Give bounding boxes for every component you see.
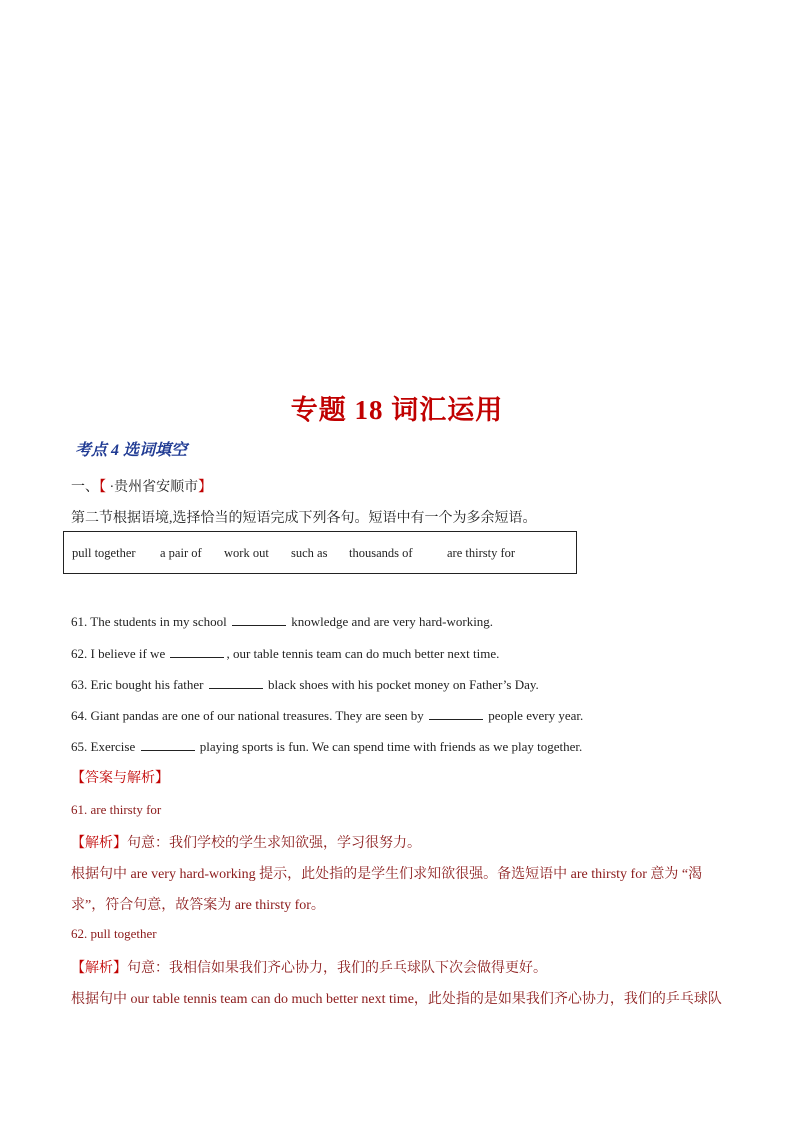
question-text: playing sports is fun. We can spend time with friends as we play together. xyxy=(199,739,583,754)
page-title: 专题 18 词汇运用 xyxy=(290,395,504,425)
answer-62: 62. pull together xyxy=(71,926,157,941)
phrase-item: are thirsty for xyxy=(447,546,516,560)
question-text: , our table tennis team can do much better next time. xyxy=(226,646,500,661)
question-64 xyxy=(71,708,583,724)
phrase-item: a pair of xyxy=(160,546,202,560)
phrase-item: work out xyxy=(224,546,269,560)
question-text: 61. The students in my school xyxy=(71,614,227,629)
phrase-item: pull together xyxy=(72,546,136,560)
question-text: people every year. xyxy=(488,708,584,723)
answer-61: 61. are thirsty for xyxy=(71,802,162,817)
explanation-61-line1: 根据句中 are very hard-working 提示，此处指的是学生们求知欲很强。备选短语中 are thirsty for 意为 “渴 xyxy=(71,867,703,882)
answer-blank[interactable] xyxy=(170,647,224,658)
answer-blank[interactable] xyxy=(209,678,263,689)
source-bracket-open: 【 xyxy=(99,480,106,495)
instruction-text: 第二节根据语境,选择恰当的短语完成下列各句。短语中有一个为多余短语。 xyxy=(71,511,537,526)
answer-blank[interactable] xyxy=(232,615,286,626)
source-location: ·贵州省安顺市 xyxy=(106,480,199,495)
explanation-62-meaning xyxy=(71,957,547,977)
question-61 xyxy=(71,614,493,630)
answer-blank[interactable] xyxy=(141,740,195,751)
question-source xyxy=(71,476,212,496)
explanation-tag: 【解析】 xyxy=(71,961,127,976)
phrase-box xyxy=(63,531,577,574)
answers-heading: 【答案与解析】 xyxy=(71,771,169,786)
phrase-item: such as xyxy=(291,546,328,560)
phrase-item: thousands of xyxy=(349,546,413,560)
question-text: 65. Exercise xyxy=(71,739,136,754)
section-heading: 考点 4 选词填空 xyxy=(75,442,188,459)
question-text: 62. I believe if we xyxy=(71,646,166,661)
explanation-text: 句意：我们学校的学生求知欲强，学习很努力。 xyxy=(127,836,421,851)
explanation-61-line2: 求”，符合句意，故答案为 are thirsty for。 xyxy=(71,898,325,913)
question-63 xyxy=(71,677,539,693)
question-text: 64. Giant pandas are one of our national treasures. They are seen by xyxy=(71,708,424,723)
answer-blank[interactable] xyxy=(429,709,483,720)
explanation-61-meaning xyxy=(71,832,421,852)
explanation-62-line1: 根据句中 our table tennis team can do much better next time，此处指的是如果我们齐心协力，我们的乒乓球队 xyxy=(71,992,722,1007)
source-prefix: 一、 xyxy=(71,480,99,495)
question-text: knowledge and are very hard-working. xyxy=(291,614,494,629)
question-text: 63. Eric bought his father xyxy=(71,677,204,692)
explanation-tag: 【解析】 xyxy=(71,836,127,851)
explanation-text: 句意：我相信如果我们齐心协力，我们的乒乓球队下次会做得更好。 xyxy=(127,961,547,976)
question-62 xyxy=(71,646,499,662)
question-65 xyxy=(71,739,582,755)
question-text: black shoes with his pocket money on Father’s Day. xyxy=(268,677,539,692)
source-bracket-close: 】 xyxy=(198,480,213,495)
